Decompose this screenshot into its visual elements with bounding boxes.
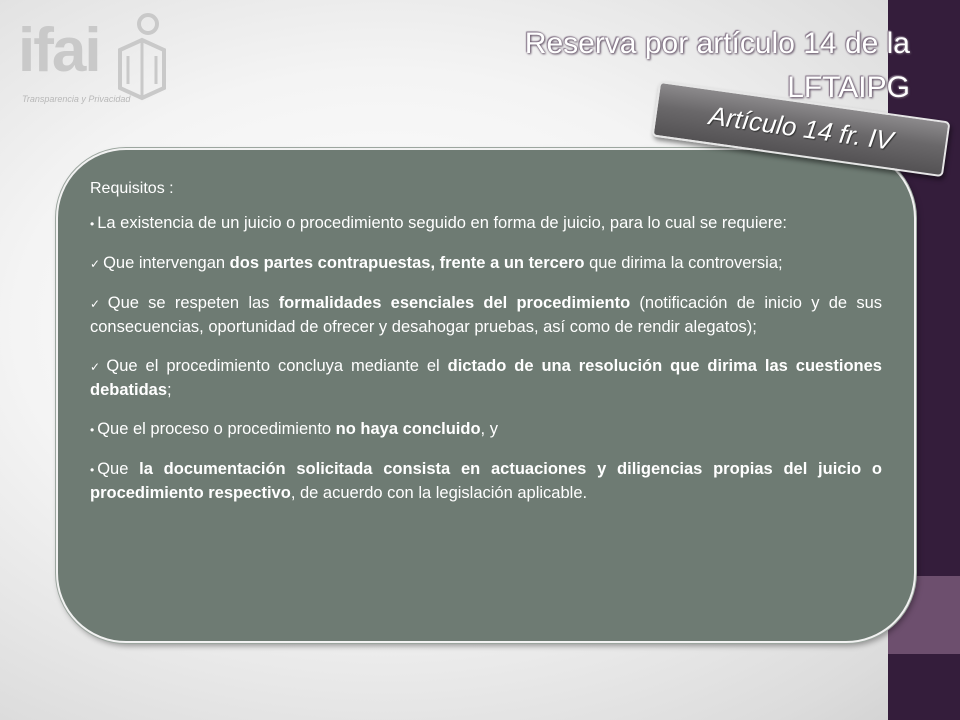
- list-item: ✓ Que se respeten las formalidades esenciales del procedimiento (notificación de inicio y de sus consecuencias, oportunidad de ofrecer y desahogar pruebas, así como de rendir alegatos);: [90, 294, 882, 336]
- list-item: ✓ Que el procedimiento concluya mediante el dictado de una resolución que dirima las cuestiones debatidas;: [90, 357, 882, 399]
- checkmark-icon: ✓: [90, 297, 105, 311]
- bullet-icon: •: [90, 217, 95, 231]
- list-item: • Que el proceso o procedimiento no haya concluido, y: [90, 420, 498, 438]
- list-item: ✓ Que intervengan dos partes contrapuestas, frente a un tercero que dirima la controversia;: [90, 254, 783, 272]
- logo-text: ifai: [18, 16, 100, 85]
- article-tag: Artículo 14 fr. IV: [652, 81, 951, 177]
- title-line-2: LFTAIPG: [787, 71, 910, 104]
- ifai-logo: [14, 10, 174, 110]
- checkmark-icon: ✓: [90, 360, 104, 374]
- list-item: • La existencia de un juicio o procedimiento seguido en forma de juicio, para lo cual se requiere:: [90, 214, 787, 232]
- title-line-1: Reserva por artículo 14 de la: [524, 27, 910, 60]
- requisitos-label: Requisitos :: [90, 180, 174, 197]
- checkmark-icon: ✓: [90, 257, 101, 271]
- logo-subtitle: Transparencia y Privacidad: [22, 94, 131, 104]
- list-item: • Que la documentación solicitada consista en actuaciones y diligencias propias del juicio o procedimiento respectivo, de acuerdo con la legislación aplicable.: [90, 460, 882, 502]
- content-box: [56, 148, 916, 643]
- bullet-icon: •: [90, 463, 95, 477]
- bullet-icon: •: [90, 423, 95, 437]
- slide-title: [350, 22, 910, 110]
